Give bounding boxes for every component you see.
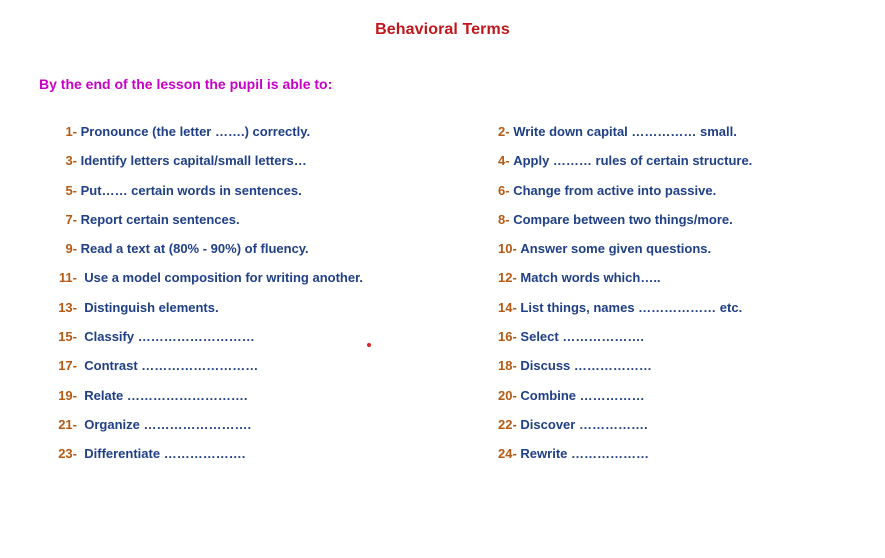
list-item [498, 211, 878, 240]
item-text: Classify ……………………… [84, 329, 255, 345]
item-text: Pronounce (the letter …….) correctly. [80, 124, 311, 139]
list-item [498, 445, 878, 474]
item-text: Use a model composition for writing another. [84, 270, 364, 286]
item-text: Compare between two things/more. [513, 211, 733, 227]
list-item [498, 416, 878, 445]
list-item [42, 328, 462, 357]
item-text: Discover ……………. [520, 416, 648, 432]
list-item [42, 445, 462, 474]
list-item [42, 416, 462, 445]
list-item [42, 152, 462, 181]
item-number: 14- [498, 299, 517, 315]
item-number: 10- [498, 241, 517, 257]
list-item [498, 123, 878, 152]
item-number: 18- [498, 358, 517, 374]
item-number: 6- [498, 182, 510, 198]
item-text: Read a text at (80% - 90%) of fluency. [80, 241, 309, 257]
item-text: Apply ……… rules of certain structure. [513, 153, 753, 169]
list-item [42, 387, 462, 416]
list-item [498, 357, 878, 386]
item-text: List things, names ……………… etc. [520, 299, 743, 315]
list-item [42, 299, 462, 328]
item-number: 7- [65, 211, 77, 227]
list-item [498, 152, 878, 181]
item-text: Identify letters capital/small letters… [80, 153, 307, 169]
item-number: 11- [58, 270, 77, 286]
list-item [498, 387, 878, 416]
list-item [42, 211, 462, 240]
item-text: Change from active into passive. [513, 182, 717, 198]
item-number: 3- [65, 153, 77, 169]
item-number: 15- [58, 329, 77, 345]
item-number: 23- [58, 446, 77, 462]
item-text: Differentiate ………………. [84, 446, 246, 462]
item-text: Organize ……………………. [84, 416, 252, 432]
item-text: Report certain sentences. [80, 211, 240, 227]
list-item [498, 240, 878, 269]
page-title: Behavioral Terms [375, 21, 510, 38]
item-number: 21- [58, 416, 77, 432]
lesson-objective-intro: By the end of the lesson the pupil is able to: [39, 76, 333, 92]
item-text: Distinguish elements. [84, 299, 219, 315]
item-number: 16- [498, 329, 517, 345]
list-item [42, 269, 462, 298]
item-number: 13- [58, 299, 77, 315]
left-terms-column [42, 123, 462, 475]
item-text: Select ………………. [520, 329, 644, 345]
item-number: 20- [498, 387, 517, 403]
item-number: 5- [65, 182, 77, 198]
right-terms-column [498, 123, 878, 475]
list-item [42, 123, 462, 152]
item-number: 4- [498, 153, 510, 169]
item-text: Combine …………… [520, 387, 645, 403]
item-text: Match words which….. [520, 270, 661, 286]
item-text: Relate ………………………. [84, 387, 248, 403]
item-number: 24- [498, 446, 517, 462]
list-item [498, 269, 878, 298]
list-item [498, 328, 878, 357]
item-number: 17- [58, 358, 77, 374]
item-text: Put…… certain words in sentences. [80, 182, 302, 198]
list-item [42, 357, 462, 386]
list-item [42, 240, 462, 269]
item-text: Contrast ……………………… [84, 358, 259, 374]
item-text: Write down capital …………… small. [513, 124, 737, 139]
item-number: 9- [65, 241, 77, 257]
stray-red-dot [367, 343, 371, 347]
item-text: Discuss ……………… [520, 358, 652, 374]
item-number: 22- [498, 416, 517, 432]
item-text: Rewrite ……………… [520, 446, 649, 462]
item-number: 2- [498, 124, 510, 139]
item-number: 12- [498, 270, 517, 286]
list-item [498, 182, 878, 211]
list-item [498, 299, 878, 328]
item-number: 1- [65, 124, 77, 139]
list-item [42, 182, 462, 211]
item-number: 8- [498, 211, 510, 227]
item-number: 19- [58, 387, 77, 403]
item-text: Answer some given questions. [520, 241, 712, 257]
